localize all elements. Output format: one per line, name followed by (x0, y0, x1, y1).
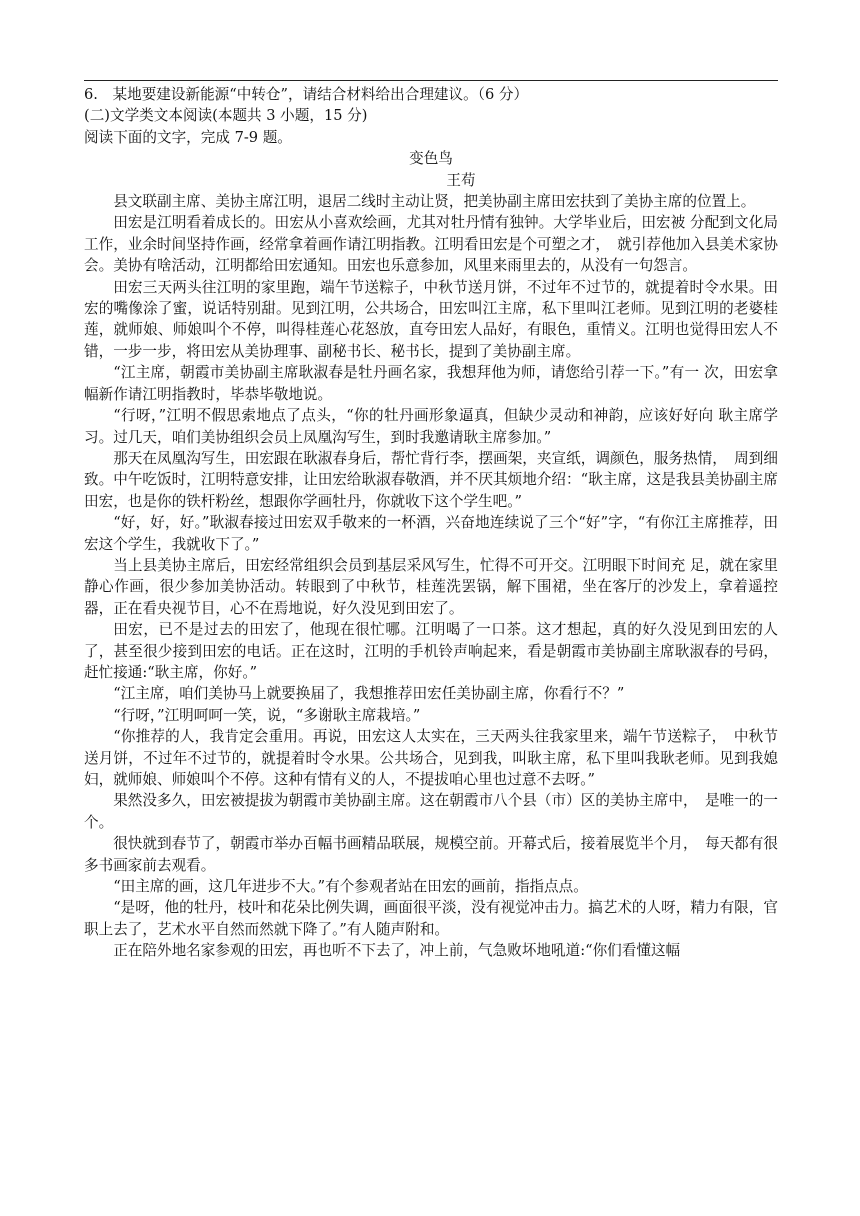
story-paragraph: 田宏三天两头往江明的家里跑，端午节送粽子，中秋节送月饼，不过年不过节的，就提着时令水果。田宏的嘴像涂了蜜，说话特别甜。见到江明，公共场合，田宏叫江主席，私下里叫江老师。见到江明的老婆桂莲，就师娘、师娘叫个不停，叫得桂莲心花怒放，直夸田宏人品好，有眼色，重情义。江明也觉得田宏人不错，一步一步，将田宏从美协理事、副秘书长、秘书长，提到了美协副主席。 (84, 278, 778, 360)
story-paragraph: “田主席的画，这几年进步不大。”有个参观者站在田宏的画前，指指点点。 (113, 878, 588, 896)
story-paragraph: 田宏是江明看着成长的。田宏从小喜欢绘画，尤其对牡丹情有独钟。大学毕业后，田宏被 分配到文化局工作，业余时间坚持作画，经常拿着画作请江明指教。江明看田宏是个可塑之才， 就引荐他加入县美术家协会。美协有啥活动，江明都给田宏通知。田宏也乐意参加，风里来雨里去的，从没有一句怨言。 (84, 214, 778, 275)
story-author: 王苟 (446, 171, 476, 189)
top-divider (84, 80, 778, 81)
story-title: 变色鸟 (409, 150, 453, 168)
document-content (84, 84, 778, 962)
story-paragraph: “好，好，好。”耿淑春接过田宏双手敬来的一杯酒，兴奋地连续说了三个“好”字，“有你江主席推荐，田宏这个学生，我就收下了。” (84, 514, 778, 553)
story-paragraph: “你推荐的人，我肯定会重用。再说，田宏这人太实在，三天两头往我家里来，端午节送粽子， 中秋节送月饼，不过年不过节的，就提着时令水果。公共场合，见到我，叫耿主席，私下里叫我耿老师。见到我媳妇，就师娘、师娘叫个不停。这种有情有义的人，不提拔咱心里也过意不去呀。” (84, 728, 778, 788)
story-paragraph: “行呀，”江明不假思索地点了点头，“你的牡丹画形象逼真，但缺少灵动和神韵，应该好好向 耿主席学习。过几天，咱们美协组织会员上凤凰沟写生，到时我邀请耿主席参加。” (84, 407, 778, 446)
story-paragraph: “行呀，”江明呵呵一笑，说，“多谢耿主席栽培。” (113, 706, 421, 724)
story-paragraph: 县文联副主席、美协主席江明，退居二线时主动让贤，把美协副主席田宏扶到了美协主席的位置上。 (113, 193, 756, 211)
story-paragraph: 那天在凤凰沟写生，田宏跟在耿淑春身后，帮忙背行李，摆画架，夹宣纸，调颜色，服务热情， 周到细致。中午吃饭时，江明特意安排，让田宏给耿淑春敬酒，并不厌其烦地介绍：“耿主席，这是我县美协副主席田宏，也是你的铁杆粉丝，想跟你学画牡丹，你就收下这个学生吧。” (84, 449, 778, 510)
story-paragraph: “是呀，他的牡丹，枝叶和花朵比例失调，画面很平淡，没有视觉冲击力。搞艺术的人呀，精力有限，官职上去了，艺术水平自然而然就下降了。”有人随声附和。 (84, 899, 778, 938)
story-paragraph: 当上县美协主席后，田宏经常组织会员到基层采风写生，忙得不可开交。江明眼下时间充 足，就在家里静心作画，很少参加美协活动。转眼到了中秋节，桂莲洗罢锅，解下围裙，坐在客厅的沙发上，拿着遥控器，正在看央视节目，心不在焉地说，好久没见到田宏了。 (84, 556, 778, 617)
story-paragraph: “江主席，朝霞市美协副主席耿淑春是牡丹画名家，我想拜他为师，请您给引荐一下。”有一 次，田宏拿幅新作请江明指教时，毕恭毕敬地说。 (84, 364, 778, 403)
story-paragraph: 田宏，已不是过去的田宏了，他现在很忙哪。江明喝了一口茶。这才想起，真的好久没见到田宏的人了，甚至很少接到田宏的电话。正在这时，江明的手机铃声响起来，看是朝霞市美协副主席耿淑春的号码，赶忙接通:“耿主席，你好。” (84, 621, 778, 681)
question-6: 6. 某地要建设新能源“中转仓”，请结合材料给出合理建议。（6 分） (84, 86, 529, 103)
story-paragraph: 很快就到春节了，朝霞市举办百幅书画精品联展，规模空前。开幕式后，接着展览半个月， 每天都有很多书画家前去观看。 (84, 835, 778, 874)
story-paragraph: “江主席，咱们美协马上就要换届了，我想推荐田宏任美协副主席，你看行不？” (113, 685, 625, 703)
section-instruction: 阅读下面的文字，完成 7-9 题。 (84, 128, 292, 146)
section-title: (二)文学类文本阅读(本题共 3 小题，15 分) (84, 107, 368, 125)
document-page (84, 0, 778, 1216)
story-paragraph: 果然没多久，田宏被提拔为朝霞市美协副主席。这在朝霞市八个县（市）区的美协主席中， 是唯一的一个。 (84, 792, 778, 831)
story-paragraph: 正在陪外地名家参观的田宏，再也听不下去了，冲上前，气急败坏地吼道:“你们看懂这幅 (113, 942, 681, 960)
